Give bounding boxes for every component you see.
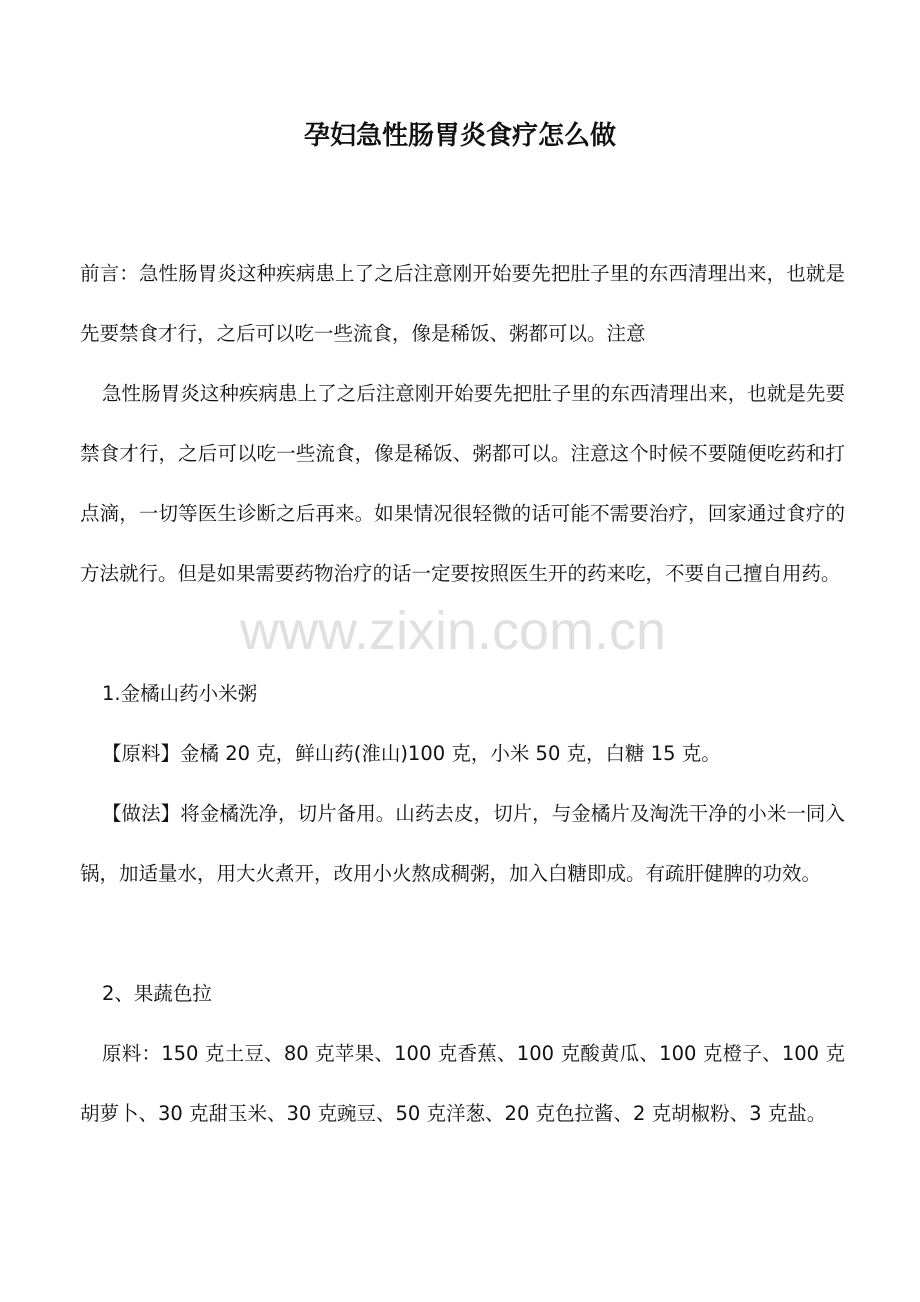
document-title: 孕妇急性肠胃炎食疗怎么做 <box>303 121 616 151</box>
recipe1-ingredients: 【原料】金橘 20 克，鲜山药(淮山)100 克，小米 50 克，白糖 15 克。 <box>102 742 721 765</box>
recipe1-heading: 1.金橘山药小米粥 <box>102 682 258 705</box>
recipe2-heading: 2、果蔬色拉 <box>102 982 212 1005</box>
recipe2-ingredients: 原料：150 克土豆、80 克苹果、100 克香蕉、100 克酸黄瓜、100 克橙子、100 克胡萝卜、30 克甜玉米、30 克豌豆、50 克洋葱、20 克色拉酱、2 克胡椒粉、3 克盐。 <box>80 1042 845 1125</box>
intro-paragraph: 急性肠胃炎这种疾病患上了之后注意刚开始要先把肚子里的东西清理出来，也就是先要禁食才行，之后可以吃一些流食，像是稀饭、粥都可以。注意这个时候不要随便吃药和打点滴，一切等医生诊断之后再来。如果情况很轻微的话可能不需要治疗，回家通过食疗的方法就行。但是如果需要药物治疗的话一定要按照医生开的药来吃，不要自己擅自用药。 <box>80 382 845 585</box>
preface-paragraph: 前言：急性肠胃炎这种疾病患上了之后注意刚开始要先把肚子里的东西清理出来，也就是先要禁食才行，之后可以吃一些流食，像是稀饭、粥都可以。注意 <box>80 262 845 345</box>
watermark: www.zixin.com.cn <box>240 601 667 661</box>
recipe1-method: 【做法】将金橘洗净，切片备用。山药去皮，切片，与金橘片及淘洗干净的小米一同入锅，加适量水，用大火煮开，改用小火熬成稠粥，加入白糖即成。有疏肝健脾的功效。 <box>80 802 845 885</box>
